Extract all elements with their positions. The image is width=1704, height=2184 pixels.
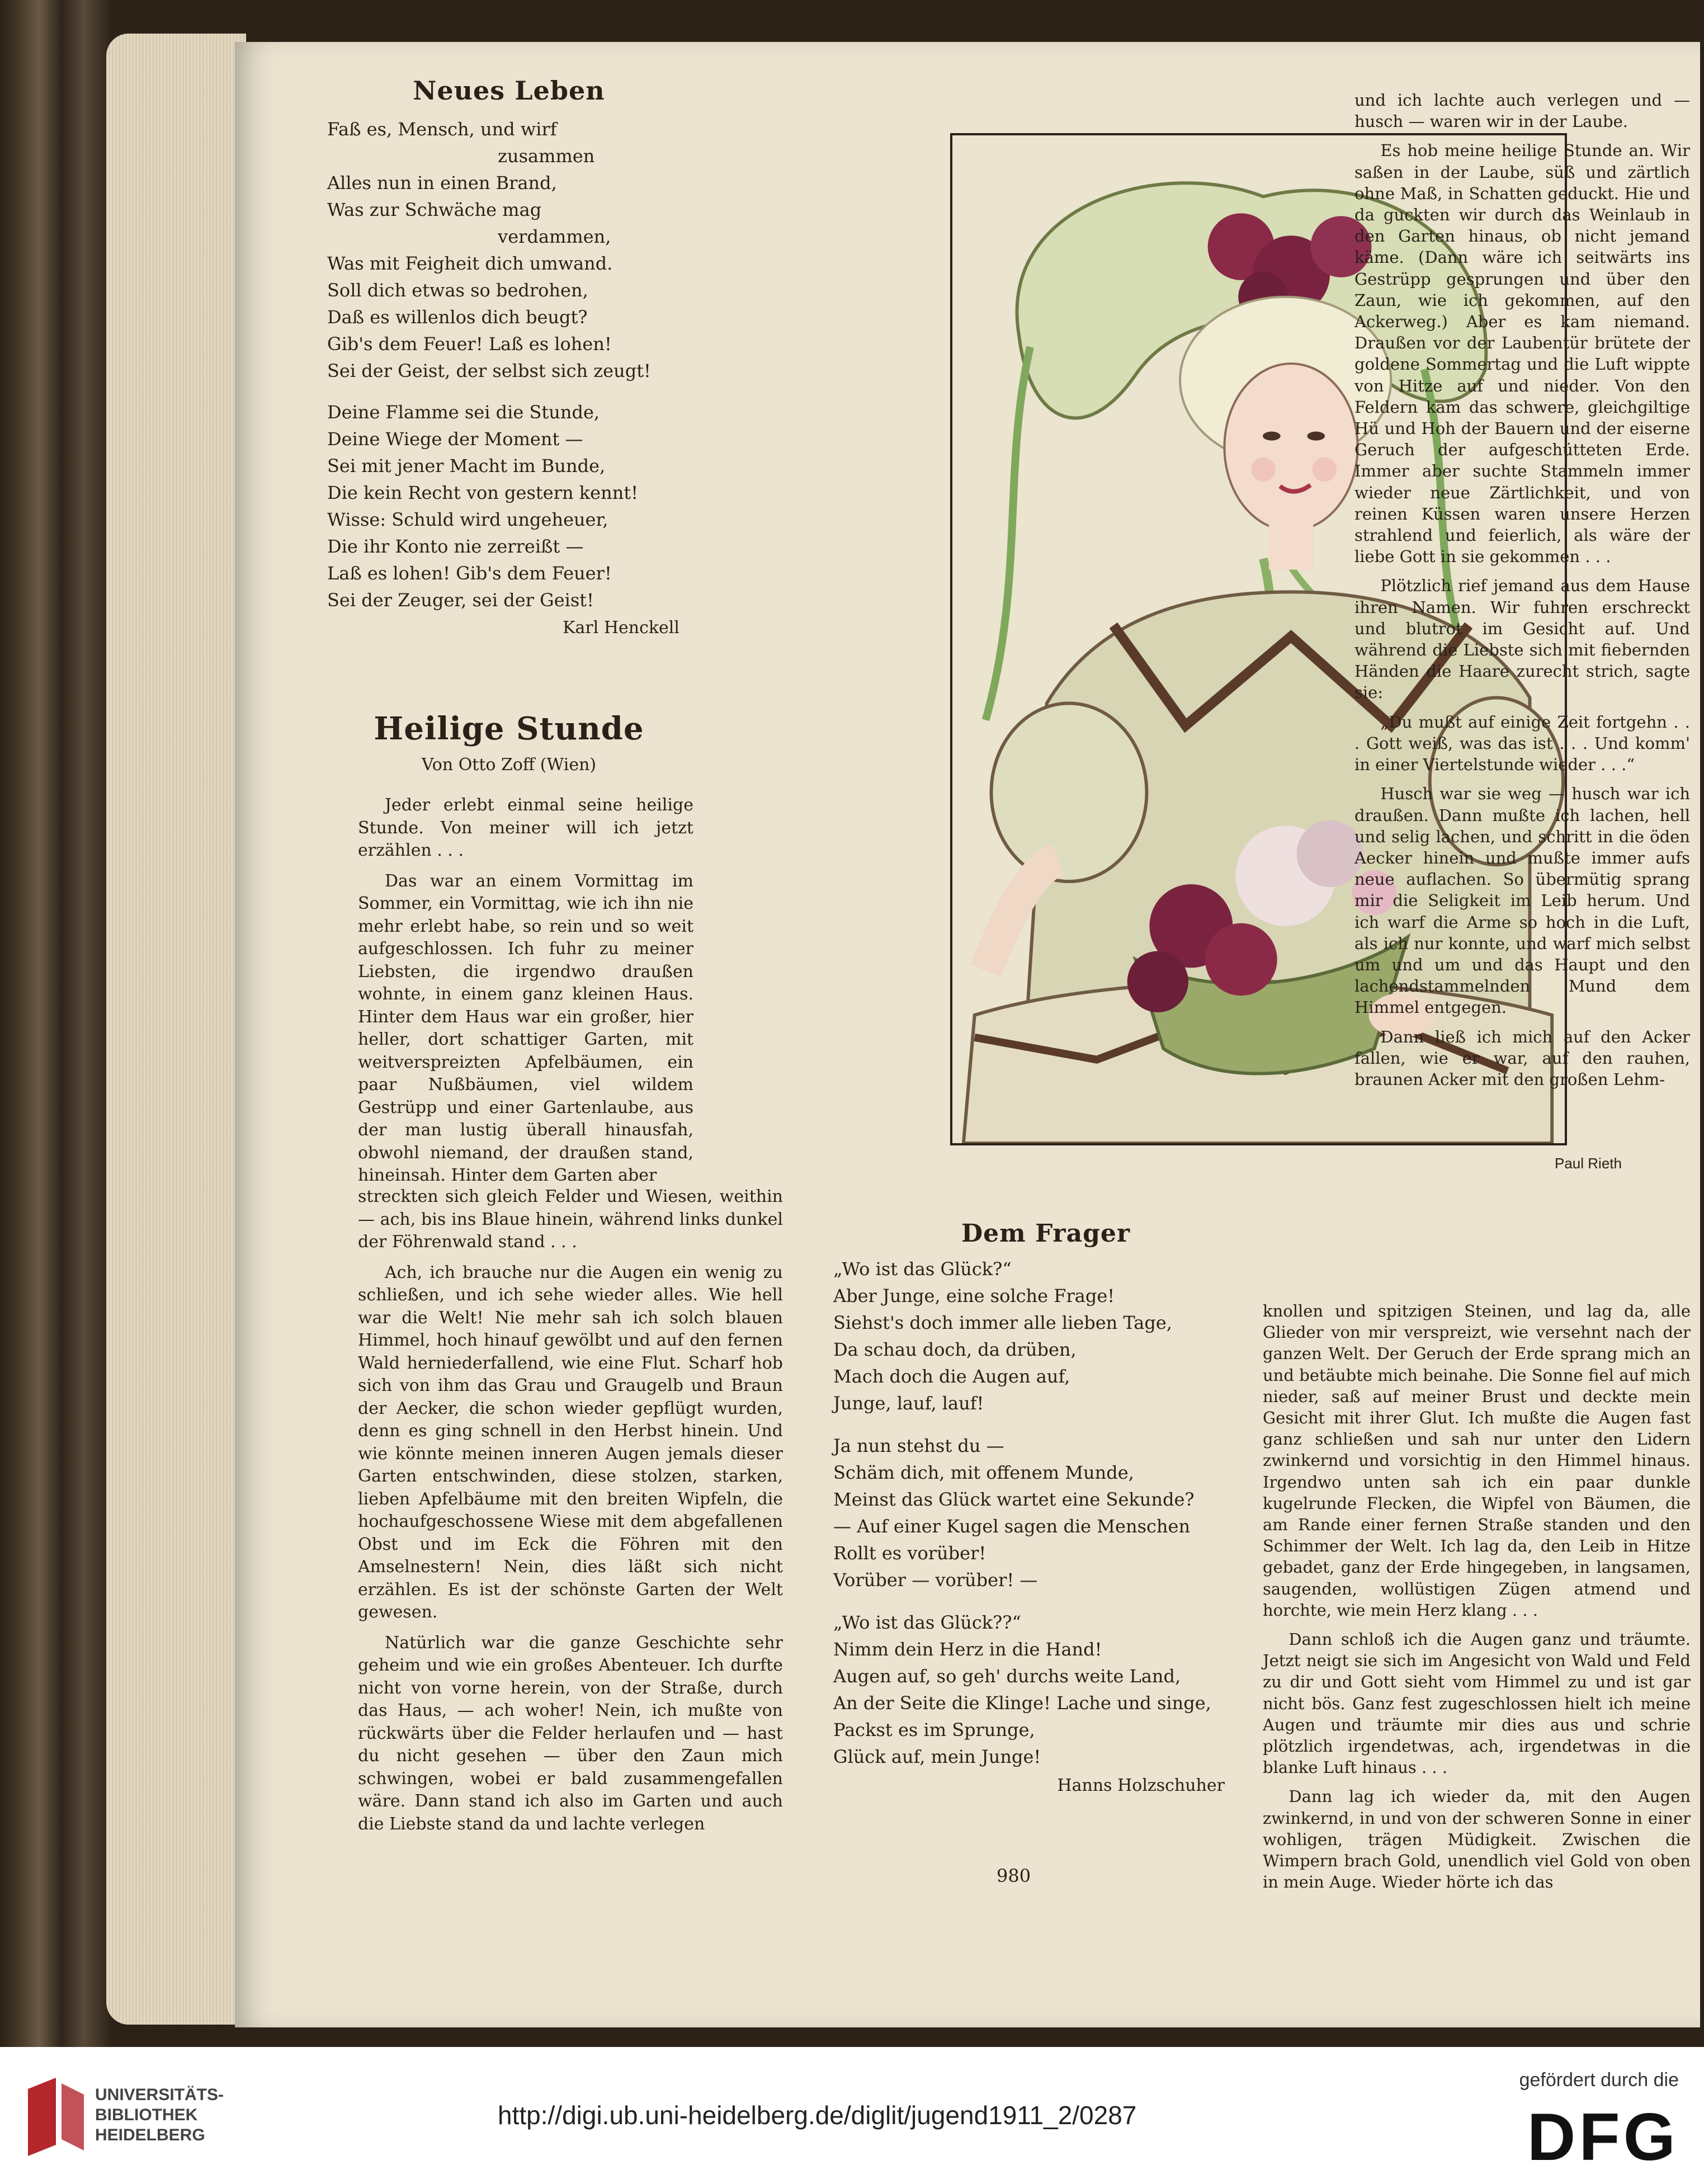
poem-line: Packst es im Sprunge,	[833, 1719, 1035, 1740]
poem-line: Die kein Recht von gestern kennt!	[327, 482, 639, 503]
poem-line: Faß es, Mensch, und wirf	[327, 119, 557, 140]
paragraph: Jeder erlebt einmal seine heilige Stunde. Von meiner will ich jetzt erzählen . . .	[358, 795, 693, 860]
poem-line: — Auf einer Kugel sagen die Menschen	[833, 1516, 1191, 1537]
poem-line: Junge, lauf, lauf!	[833, 1393, 984, 1414]
poem-line: Sei der Zeuger, sei der Geist!	[327, 589, 594, 611]
paragraph: Husch war sie weg — husch war ich draußen. Dann mußte ich lachen, hell und selig lachen, und schritt in die öden Aecker hinein und mußte immer aufs neue auflachen. So übermütig sprang mir die Seligkeit im Leib herum. Und ich warf die Arme so hoch in die Luft, als ich nur konnte, und warf mich selbst um und um und das Haupt und den lachendstammelnden Mund dem Himmel entgegen.	[1354, 784, 1690, 1017]
poem-line: Glück auf, mein Junge!	[833, 1746, 1041, 1767]
poem-line: Meinst das Glück wartet eine Sekunde?	[833, 1489, 1195, 1510]
poem-title: Neues Leben	[413, 76, 605, 106]
poem-line: Alles nun in einen Brand,	[327, 172, 557, 194]
paragraph: knollen und spitzigen Steinen, und lag da, alle Glieder von mir verspreizt, wie versehnt nach der ganzen Welt. Der Geruch der Erde sprang mich an und betäubte mich beinahe. Die Sonne fiel auf mich nieder, saß auf meiner Brust und deckte mein Gesicht mit ihrer Glut. Ich mußte die Augen fast ganz schließen und sah nur unter den Lidern zwinkernd und vorsichtig in den Himmel hinaus. Irgendwo unten sah ich ein paar dunkle kugelrunde Flecken, die Wipfel von Bäumen, die am Rande einer fernen Straße standen und den Schimmer der Welt. Ich lag da, den Leib in Hitze gebadet, ganz der Erde hingegeben, in langsamen, saugenden, wollüstigen Zügen atmend und horchte, wie mein Herz klang . . .	[1263, 1301, 1691, 1620]
poem-dem-frager	[833, 1219, 1281, 1795]
poem-line: Gib's dem Feuer! Laß es lohen!	[327, 333, 612, 355]
university-library-logo-icon	[22, 2078, 89, 2156]
poem-line: Ja nun stehst du —	[833, 1435, 1004, 1456]
poem-line: „Wo ist das Glück?“	[833, 1258, 1012, 1280]
paragraph: Dann ließ ich mich auf den Acker fallen, wie er war, auf den rauhen, braunen Acker mit den großen Lehm-	[1354, 1027, 1690, 1089]
story-byline: Von Otto Zoff (Wien)	[421, 755, 597, 775]
story-column-wide	[358, 1186, 783, 1836]
dfg-logo: DFG	[1527, 2100, 1679, 2174]
poem-stanza	[327, 116, 691, 384]
paragraph: streckten sich gleich Felder und Wiesen, weithin — ach, bis ins Blaue hinein, während links dunkel der Föhrenwald stand . . .	[358, 1187, 783, 1252]
paragraph: Plötzlich rief jemand aus dem Hause ihren Namen. Wir fuhren erschreckt und blutrot im Gesicht auf. Und während die Liebste sich mit fiebernden Händen die Haare zurecht strich, sagte sie:	[1354, 576, 1690, 702]
poem-line: Mach doch die Augen auf,	[833, 1366, 1070, 1387]
poem-line: Daß es willenlos dich beugt?	[327, 306, 588, 328]
paragraph: Das war an einem Vormittag im Sommer, ein Vormittag, wie ich ihn nie mehr erlebt habe, so rein und so weit aufgeschlossen. Ich fuhr zu meiner Liebsten, die irgendwo draußen wohnte, in einem ganz kleinen Haus. Hinter dem Haus war ein großer, hier heller, dort schattiger Garten, mit weitverspreizten Apfelbäumen, ein paar Nußbäumen, viel wildem Gestrüpp und einer Gartenlaube, aus der man lustig überall hinausfah, obwohl niemand, der draußen stand, hineinsah. Hinter dem Garten aber	[358, 871, 693, 1185]
poem-line: Sei mit jener Macht im Bunde,	[327, 455, 606, 477]
poem-line: Deine Wiege der Moment —	[327, 428, 583, 450]
paragraph: Natürlich war die ganze Geschichte sehr geheim und wie ein großes Abenteuer. Ich durfte nicht von vorne herein, von der Straße, durch das Haus, — ach woher! Nein, ich mußte von rückwärts über die Felder herlaufen und — hast du nicht gesehen — über den Zaun mich schwingen, wobei er bald zusammengefallen wäre. Dann stand ich also im Garten und auch die Liebste stand da und lachte verlegen	[358, 1633, 783, 1834]
story-title: Heilige Stunde	[374, 710, 644, 747]
paragraph: Dann schloß ich die Augen ganz und träumte. Jetzt neigt sie sich im Angesicht von Wald und Feld zu dir und Gott sieht vom Himmel zu und ist gar nicht bös. Ganz fest zugeschlossen hielt ich meine Augen und träumte mir dies aus und schrie plötzlich irgendetwas, ach, irgendetwas in die blanke Luft hinaus . . .	[1263, 1630, 1691, 1777]
paragraph: Ach, ich brauche nur die Augen ein wenig zu schließen, und ich sehe wieder alles. Wie hell war die Welt! Nie mehr sah ich solch blauen Himmel, hoch hinauf gewölbt und auf den fernen Wald herniederfallend, wie eine Flut. Scharf hob sich von ihm das Grau und Graugelb und Braun der Aecker, die schon wieder gepflügt wurden, denn es ging schnell in den Herbst hinein. Und wie könnte meinen inneren Augen jemals dieser Garten entschwinden, diese stolzen, starken, lieben Apfelbäume mit den breiten Wipfeln, die hochaufgeschossene Wiese mit dem abgefallenen Obst und im Eck die Föhren mit den Amselnestern! Nein, dies läßt sich nicht erzählen. Es ist der schönste Garten der Welt gewesen.	[358, 1262, 783, 1622]
poem-line: Nimm dein Herz in die Hand!	[833, 1639, 1102, 1660]
poem-author: Hanns Holzschuher	[1057, 1776, 1225, 1795]
poem-line: Soll dich etwas so bedrohen,	[327, 280, 588, 301]
story-column-bottom-right	[1263, 1300, 1691, 1893]
page-edges	[106, 34, 246, 2025]
poem-line: zusammen	[327, 145, 595, 167]
story-header	[327, 710, 691, 775]
poem-line: Was zur Schwäche mag	[327, 199, 542, 220]
poem-line: Was mit Feigheit dich umwand.	[327, 253, 613, 274]
poem-line: Die ihr Konto nie zerreißt —	[327, 536, 584, 557]
poem-stanza	[327, 399, 691, 614]
library-name-line: UNIVERSITÄTS-	[95, 2086, 224, 2104]
poem-line: Siehst's doch immer alle lieben Tage,	[833, 1312, 1172, 1333]
library-name	[95, 2085, 224, 2145]
poem-title: Dem Frager	[961, 1219, 1131, 1248]
library-name-line: BIBLIOTHEK	[95, 2106, 198, 2124]
poem-line: Augen auf, so geh' durchs weite Land,	[833, 1666, 1181, 1687]
poem-line: Sei der Geist, der selbst sich zeugt!	[327, 360, 651, 381]
poem-line: Vorüber — vorüber! —	[833, 1569, 1038, 1591]
poem-line: An der Seite die Klinge! Lache und singe,	[833, 1692, 1211, 1714]
story-column-right	[1354, 89, 1690, 1090]
story-column-narrow	[358, 794, 693, 1187]
poem-line: verdammen,	[327, 226, 611, 247]
page-number: 980	[997, 1865, 1031, 1886]
illustration-caption: Paul Rieth	[1555, 1155, 1622, 1172]
poem-stanza	[833, 1609, 1281, 1770]
poem-neues-leben	[327, 76, 691, 638]
poem-line: Schäm dich, mit offenem Munde,	[833, 1462, 1134, 1483]
footer-bar	[0, 2047, 1704, 2184]
poem-stanza	[833, 1256, 1281, 1417]
paragraph: „Du mußt auf einige Zeit fortgehn . . . Gott weiß, was das ist . . . Und komm' in einer Viertelstunde wieder . . .“	[1354, 712, 1690, 775]
poem-line: „Wo ist das Glück??“	[833, 1612, 1021, 1633]
paragraph: Dann lag ich wieder da, mit den Augen zwinkernd, in und von der schweren Sonne in einer wohligen, trägen Müdigkeit. Zwischen die Wimpern brach Gold, unendlich viel Gold von oben in mein Auge. Wieder hörte ich das	[1263, 1787, 1691, 1892]
poem-author: Karl Henckell	[563, 618, 679, 638]
poem-line: Da schau doch, da drüben,	[833, 1339, 1077, 1360]
paragraph: Es hob meine heilige Stunde an. Wir saßen in der Laube, süß und zärtlich ohne Maß, in Schatten geduckt. Hie und da guckten wir durch das Weinlaub in den Garten hinaus, ob nicht jemand käme. (Dann wäre ich seitwärts ins Gestrüpp gesprungen und über den Zaun, wie ich gekommen, auf den Ackerweg.) Aber es kam niemand. Draußen vor der Laubentür brütete der goldene Sommertag und die Luft wippte von Hitze auf und nieder. Von den Feldern kam das schwere, gleichgiltige Hü und Hoh der Bauern und der eiserne Geruch der aufgeschütteten Erde. Immer aber suchte Stammeln immer wieder neue Zärtlichkeit, und von reinen Küssen waren unsere Herzen strahlend und feierlich, als wäre der liebe Gott in sie gekommen . . .	[1354, 141, 1690, 567]
funding-note: gefördert durch die	[1519, 2069, 1679, 2091]
library-name-line: HEIDELBERG	[95, 2126, 205, 2144]
poem-line: Wisse: Schuld wird ungeheuer,	[327, 509, 608, 530]
poem-line: Deine Flamme sei die Stunde,	[327, 402, 600, 423]
poem-stanza	[833, 1432, 1281, 1593]
poem-line: Aber Junge, eine solche Frage!	[833, 1285, 1115, 1306]
poem-line: Laß es lohen! Gib's dem Feuer!	[327, 563, 612, 584]
permalink-url[interactable]: http://digi.ub.uni-heidelberg.de/diglit/jugend1911_2/0287	[498, 2101, 1137, 2130]
poem-line: Rollt es vorüber!	[833, 1543, 986, 1564]
magazine-page	[235, 42, 1700, 2027]
paragraph: und ich lachte auch verlegen und — husch — waren wir in der Laube.	[1354, 91, 1690, 131]
